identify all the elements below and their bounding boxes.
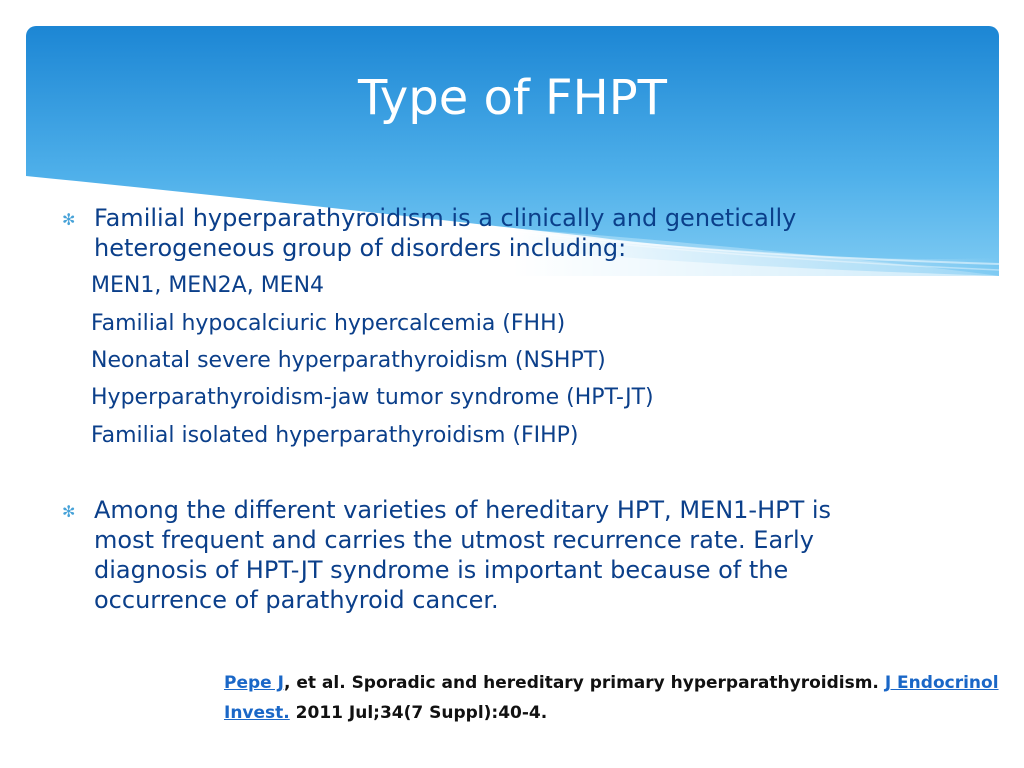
citation — [224, 668, 1004, 728]
slide-title: Type of FHPT — [358, 70, 667, 126]
bullet1-line-2: heterogeneous group of disorders including: — [94, 234, 627, 262]
citation-text-2: 2011 Jul;34(7 Suppl):40-4. — [289, 703, 548, 723]
sub-item-hptjt: Hyperparathyroidism-jaw tumor syndrome (HPT-JT) — [91, 385, 654, 410]
bullet2-line-3: diagnosis of HPT-JT syndrome is important because of the — [94, 556, 789, 584]
bullet2-line-2: most frequent and carries the utmost recurrence rate. Early — [94, 526, 814, 554]
citation-text-1: , et al. Sporadic and hereditary primary hyperparathyroidism. — [283, 673, 885, 693]
sub-item-nshpt: Neonatal severe hyperparathyroidism (NSHPT) — [91, 348, 606, 373]
asterisk-bullet-icon: ✻ — [62, 502, 76, 521]
sub-item-fihp: Familial isolated hyperparathyroidism (FIHP) — [91, 423, 579, 448]
sub-item-men: MEN1, MEN2A, MEN4 — [91, 273, 325, 298]
bullet1-line-1: Familial hyperparathyroidism is a clinically and genetically — [94, 204, 797, 232]
journal-link[interactable]: J Endocrinol Invest. — [224, 673, 999, 723]
sub-item-fhh: Familial hypocalciuric hypercalcemia (FHH) — [91, 311, 566, 336]
author-link[interactable]: Pepe J — [224, 673, 284, 693]
bullet2-line-4: occurrence of parathyroid cancer. — [94, 586, 499, 614]
bullet2-line-1: Among the different varieties of hereditary HPT, MEN1-HPT is — [94, 496, 832, 524]
asterisk-bullet-icon: ✻ — [62, 210, 76, 229]
